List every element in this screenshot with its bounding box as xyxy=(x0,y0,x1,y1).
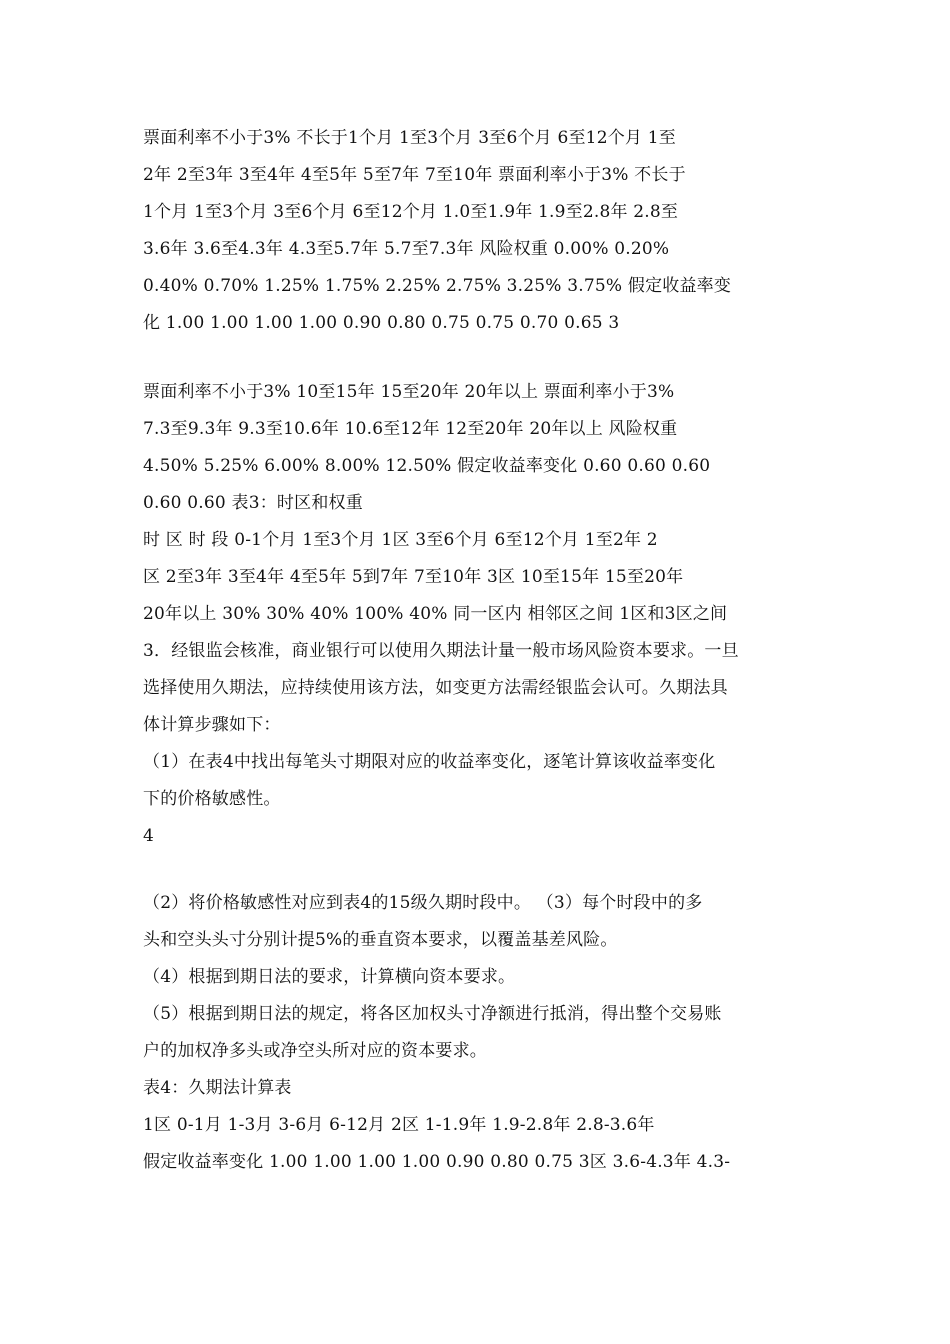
text-line: 1区 0-1月 1-3月 3-6月 6-12月 2区 1-1.9年 1.9-2.8年 2.8-3.6年 xyxy=(143,1115,655,1135)
text-line: 7.3至9.3年 9.3至10.6年 10.6至12年 12至20年 20年以上 风险权重 xyxy=(143,419,678,439)
text-line: （2）将价格敏感性对应到表4的15级久期时段中。 （3）每个时段中的多 xyxy=(143,893,703,913)
text-line: 时 区 时 段 0-1个月 1至3个月 1区 3至6个月 6至12个月 1至2年 2 xyxy=(143,530,658,550)
text-line: 户的加权净多头或净空头所对应的资本要求。 xyxy=(143,1041,487,1061)
text-line: 下的价格敏感性。 xyxy=(143,789,281,809)
text-line: 头和空头头寸分别计提5%的垂直资本要求，以覆盖基差风险。 xyxy=(143,930,618,950)
page-number: 4 xyxy=(143,826,155,846)
text-line: 1个月 1至3个月 3至6个月 6至12个月 1.0至1.9年 1.9至2.8年 2.8至 xyxy=(143,202,679,222)
text-line: 20年以上 30% 30% 40% 100% 40% 同一区内 相邻区之间 1区和3区之间 xyxy=(143,604,728,624)
text-line: 假定收益率变化 1.00 1.00 1.00 1.00 0.90 0.80 0.75 3区 3.6-4.3年 4.3- xyxy=(143,1152,731,1172)
text-line: （4）根据到期日法的要求，计算横向资本要求。 xyxy=(143,967,516,987)
text-line: 选择使用久期法，应持续使用该方法，如变更方法需经银监会认可。久期法具 xyxy=(143,678,728,698)
text-line: 4.50% 5.25% 6.00% 8.00% 12.50% 假定收益率变化 0.60 0.60 0.60 xyxy=(143,456,711,476)
text-line: 2年 2至3年 3至4年 4至5年 5至7年 7至10年 票面利率小于3% 不长于 xyxy=(143,165,686,185)
text-line: 3.6年 3.6至4.3年 4.3至5.7年 5.7至7.3年 风险权重 0.00% 0.20% xyxy=(143,239,670,259)
text-line: 票面利率不小于3% 不长于1个月 1至3个月 3至6个月 6至12个月 1至 xyxy=(143,128,676,148)
text-line: 票面利率不小于3% 10至15年 15至20年 20年以上 票面利率小于3% xyxy=(143,382,675,402)
text-line: 3．经银监会核准，商业银行可以使用久期法计量一般市场风险资本要求。一旦 xyxy=(143,641,739,661)
text-line: 0.60 0.60 表3：时区和权重 xyxy=(143,493,363,513)
table-caption: 表4：久期法计算表 xyxy=(143,1078,292,1098)
text-line: 0.40% 0.70% 1.25% 1.75% 2.25% 2.75% 3.25% 3.75% 假定收益率变 xyxy=(143,276,732,296)
text-line: （5）根据到期日法的规定，将各区加权头寸净额进行抵消，得出整个交易账 xyxy=(143,1004,722,1024)
text-line: 化 1.00 1.00 1.00 1.00 0.90 0.80 0.75 0.75 0.70 0.65 3 xyxy=(143,313,620,333)
text-line: 体计算步骤如下： xyxy=(143,715,281,735)
text-line: （1）在表4中找出每笔头寸期限对应的收益率变化，逐笔计算该收益率变化 xyxy=(143,752,716,772)
text-line: 区 2至3年 3至4年 4至5年 5到7年 7至10年 3区 10至15年 15至20年 xyxy=(143,567,684,587)
